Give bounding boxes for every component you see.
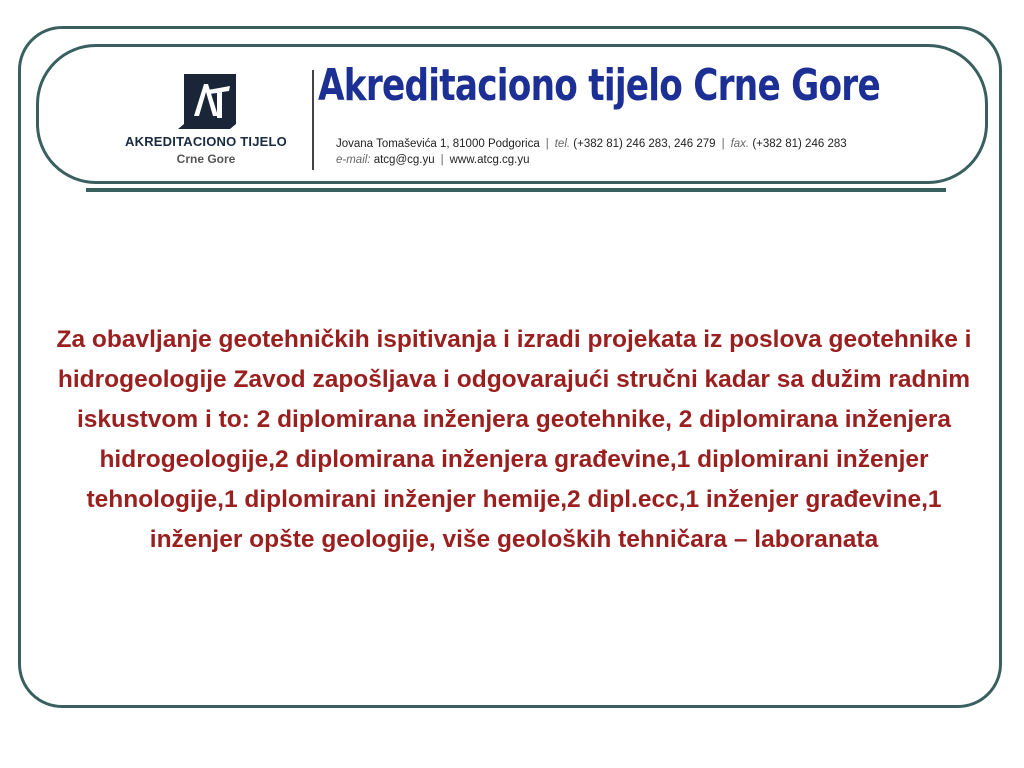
website-value: www.atcg.cg.yu bbox=[449, 154, 530, 166]
body-paragraph: Za obavljanje geotehničkih ispitivanja i izradi projekata iz poslova geotehnike i hidrogeologije Zavod zapošljava i odgovarajući stručni kadar sa dužim radnim iskustvom i to: 2 diplomirana inženjera geotehnike, 2 diplomirana inženjera hidrogeologije,2 diplomirana inženjera građevine,1 diplomirani inženjer tehnologije,1 diplomirani inženjer hemije,2 dipl.ecc,1 inženjer građevine,1 inženjer opšte geologije, više geoloških tehničara – laboranata bbox=[56, 326, 972, 553]
email-label: e-mail: bbox=[336, 154, 371, 166]
org-subtitle: Crne Gore bbox=[176, 152, 236, 166]
separator: | bbox=[545, 138, 549, 150]
page-title: Akreditaciono tijelo Crne Gore bbox=[318, 60, 880, 111]
fax-value: (+382 81) 246 283 bbox=[752, 138, 847, 150]
contact-line-address bbox=[336, 138, 847, 150]
fax-label: fax. bbox=[730, 138, 750, 150]
org-name: AKREDITACIONO TIJELO bbox=[125, 134, 287, 149]
tel-value: (+382 81) 246 283, 246 279 bbox=[573, 138, 716, 150]
address-text: Jovana Tomaševića 1, 81000 Podgorica bbox=[336, 138, 540, 150]
separator: | bbox=[721, 138, 725, 150]
contact-line-email bbox=[336, 154, 530, 166]
banner-divider bbox=[312, 70, 314, 170]
at-monogram-logo-icon bbox=[178, 72, 238, 130]
tel-label: tel. bbox=[554, 138, 571, 150]
separator: | bbox=[440, 154, 444, 166]
email-value: atcg@cg.yu bbox=[373, 154, 435, 166]
letterhead-banner bbox=[104, 58, 932, 176]
header-divider-rule bbox=[86, 188, 946, 192]
